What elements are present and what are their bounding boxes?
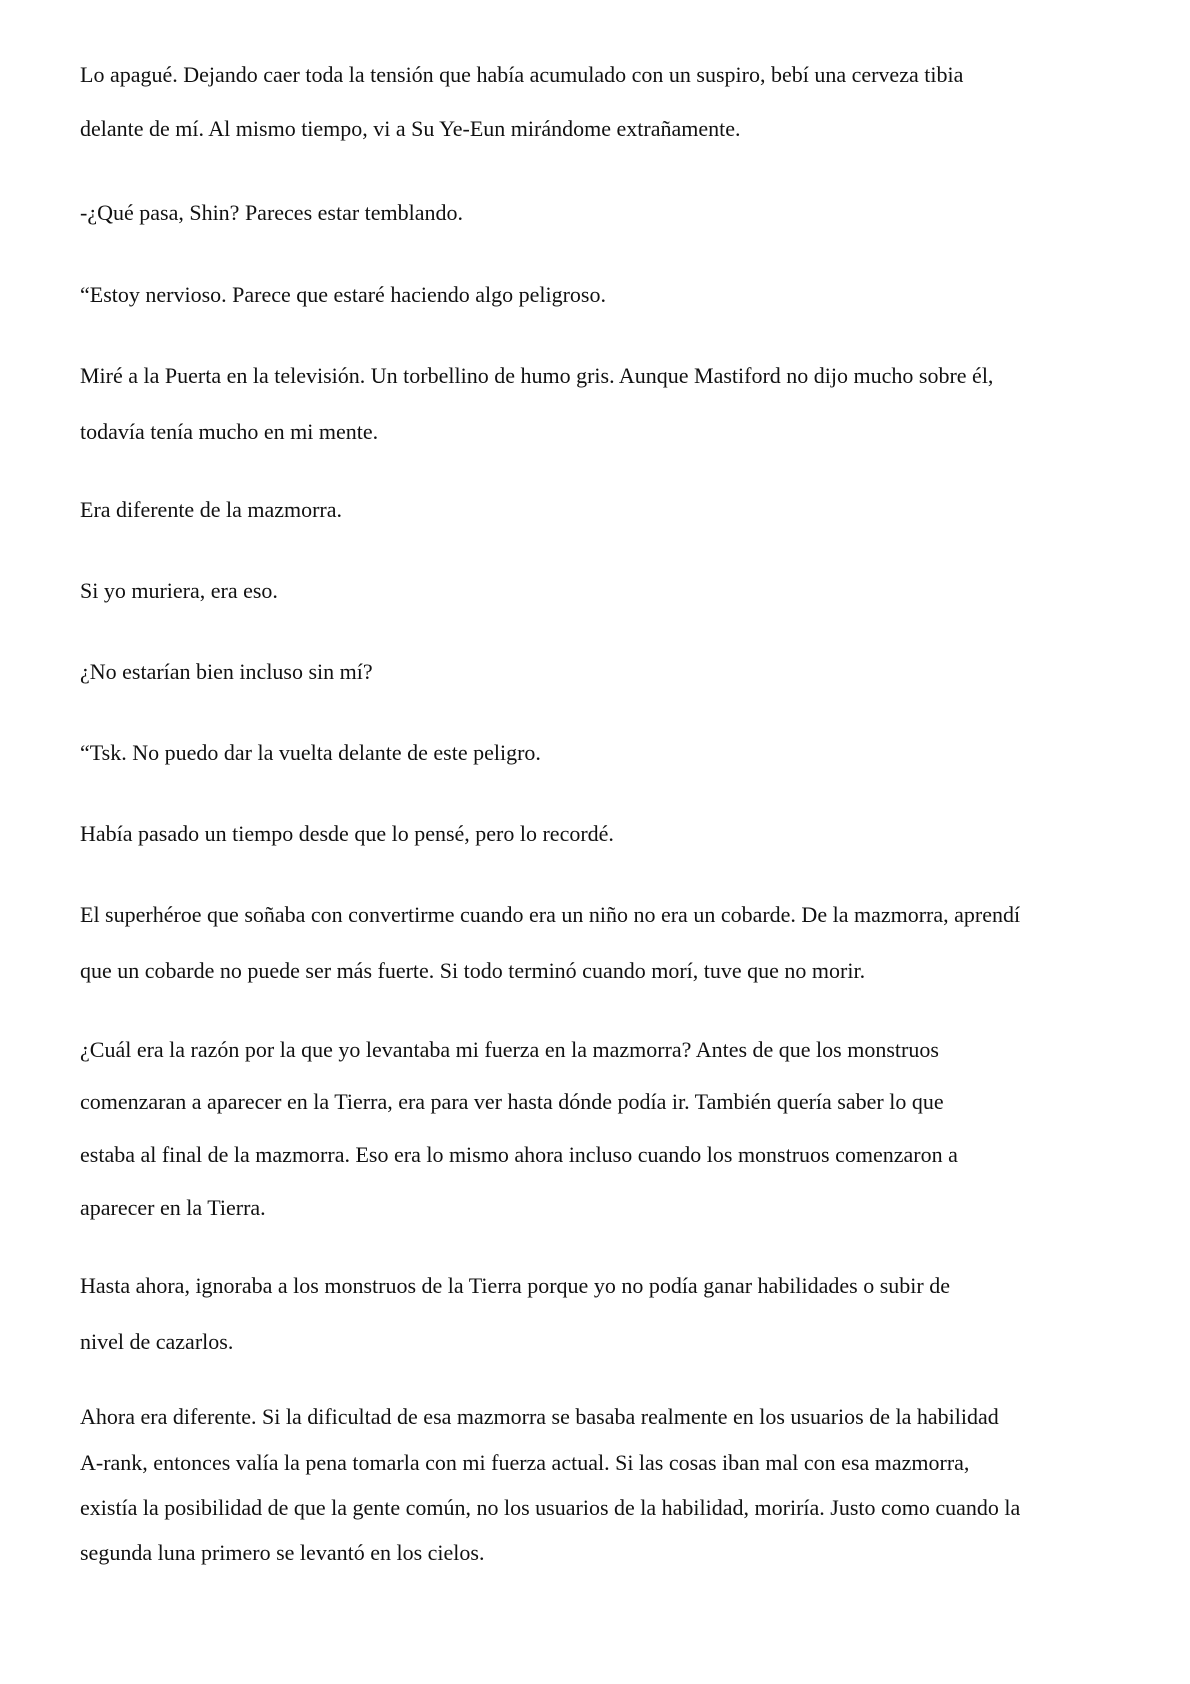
text-line: estaba al final de la mazmorra. Eso era lo mismo ahora incluso cuando los monstruos comenzaron a	[80, 1142, 958, 1167]
text-line: delante de mí. Al mismo tiempo, vi a Su Ye-Eun mirándome extrañamente.	[80, 116, 741, 141]
text-line: Hasta ahora, ignoraba a los monstruos de la Tierra porque yo no podía ganar habilidades o subir de	[80, 1273, 951, 1298]
text-line: Había pasado un tiempo desde que lo pensé, pero lo recordé.	[80, 821, 614, 846]
text-line: Si yo muriera, era eso.	[80, 578, 278, 603]
text-line: -¿Qué pasa, Shin? Pareces estar temblando.	[80, 200, 464, 225]
text-line: Miré a la Puerta en la televisión. Un torbellino de humo gris. Aunque Mastiford no dijo mucho sobre él,	[80, 363, 994, 388]
text-line: ¿Cuál era la razón por la que yo levantaba mi fuerza en la mazmorra? Antes de que los monstruos	[80, 1037, 939, 1062]
text-line: segunda luna primero se levantó en los cielos.	[80, 1540, 485, 1565]
text-line: Ahora era diferente. Si la dificultad de esa mazmorra se basaba realmente en los usuarios de la habilidad	[80, 1404, 999, 1429]
text-line: aparecer en la Tierra.	[80, 1195, 266, 1220]
text-line: existía la posibilidad de que la gente común, no los usuarios de la habilidad, moriría. Justo como cuando la	[80, 1495, 1021, 1520]
text-line: El superhéroe que soñaba con convertirme cuando era un niño no era un cobarde. De la mazmorra, aprendí	[80, 902, 1021, 927]
text-line: “Estoy nervioso. Parece que estaré haciendo algo peligroso.	[80, 282, 606, 307]
text-line: comenzaran a aparecer en la Tierra, era para ver hasta dónde podía ir. También quería saber lo que	[80, 1089, 944, 1114]
text-line: todavía tenía mucho en mi mente.	[80, 419, 379, 444]
text-line: “Tsk. No puedo dar la vuelta delante de este peligro.	[80, 740, 541, 765]
text-line: Lo apagué. Dejando caer toda la tensión que había acumulado con un suspiro, bebí una cerveza tibia	[80, 62, 964, 87]
text-line: Era diferente de la mazmorra.	[80, 497, 343, 522]
text-line: ¿No estarían bien incluso sin mí?	[80, 659, 373, 684]
text-line: nivel de cazarlos.	[80, 1329, 234, 1354]
text-line: que un cobarde no puede ser más fuerte. Si todo terminó cuando morí, tuve que no morir.	[80, 958, 866, 983]
text-line: A-rank, entonces valía la pena tomarla con mi fuerza actual. Si las cosas iban mal con esa mazmorra,	[80, 1450, 970, 1475]
